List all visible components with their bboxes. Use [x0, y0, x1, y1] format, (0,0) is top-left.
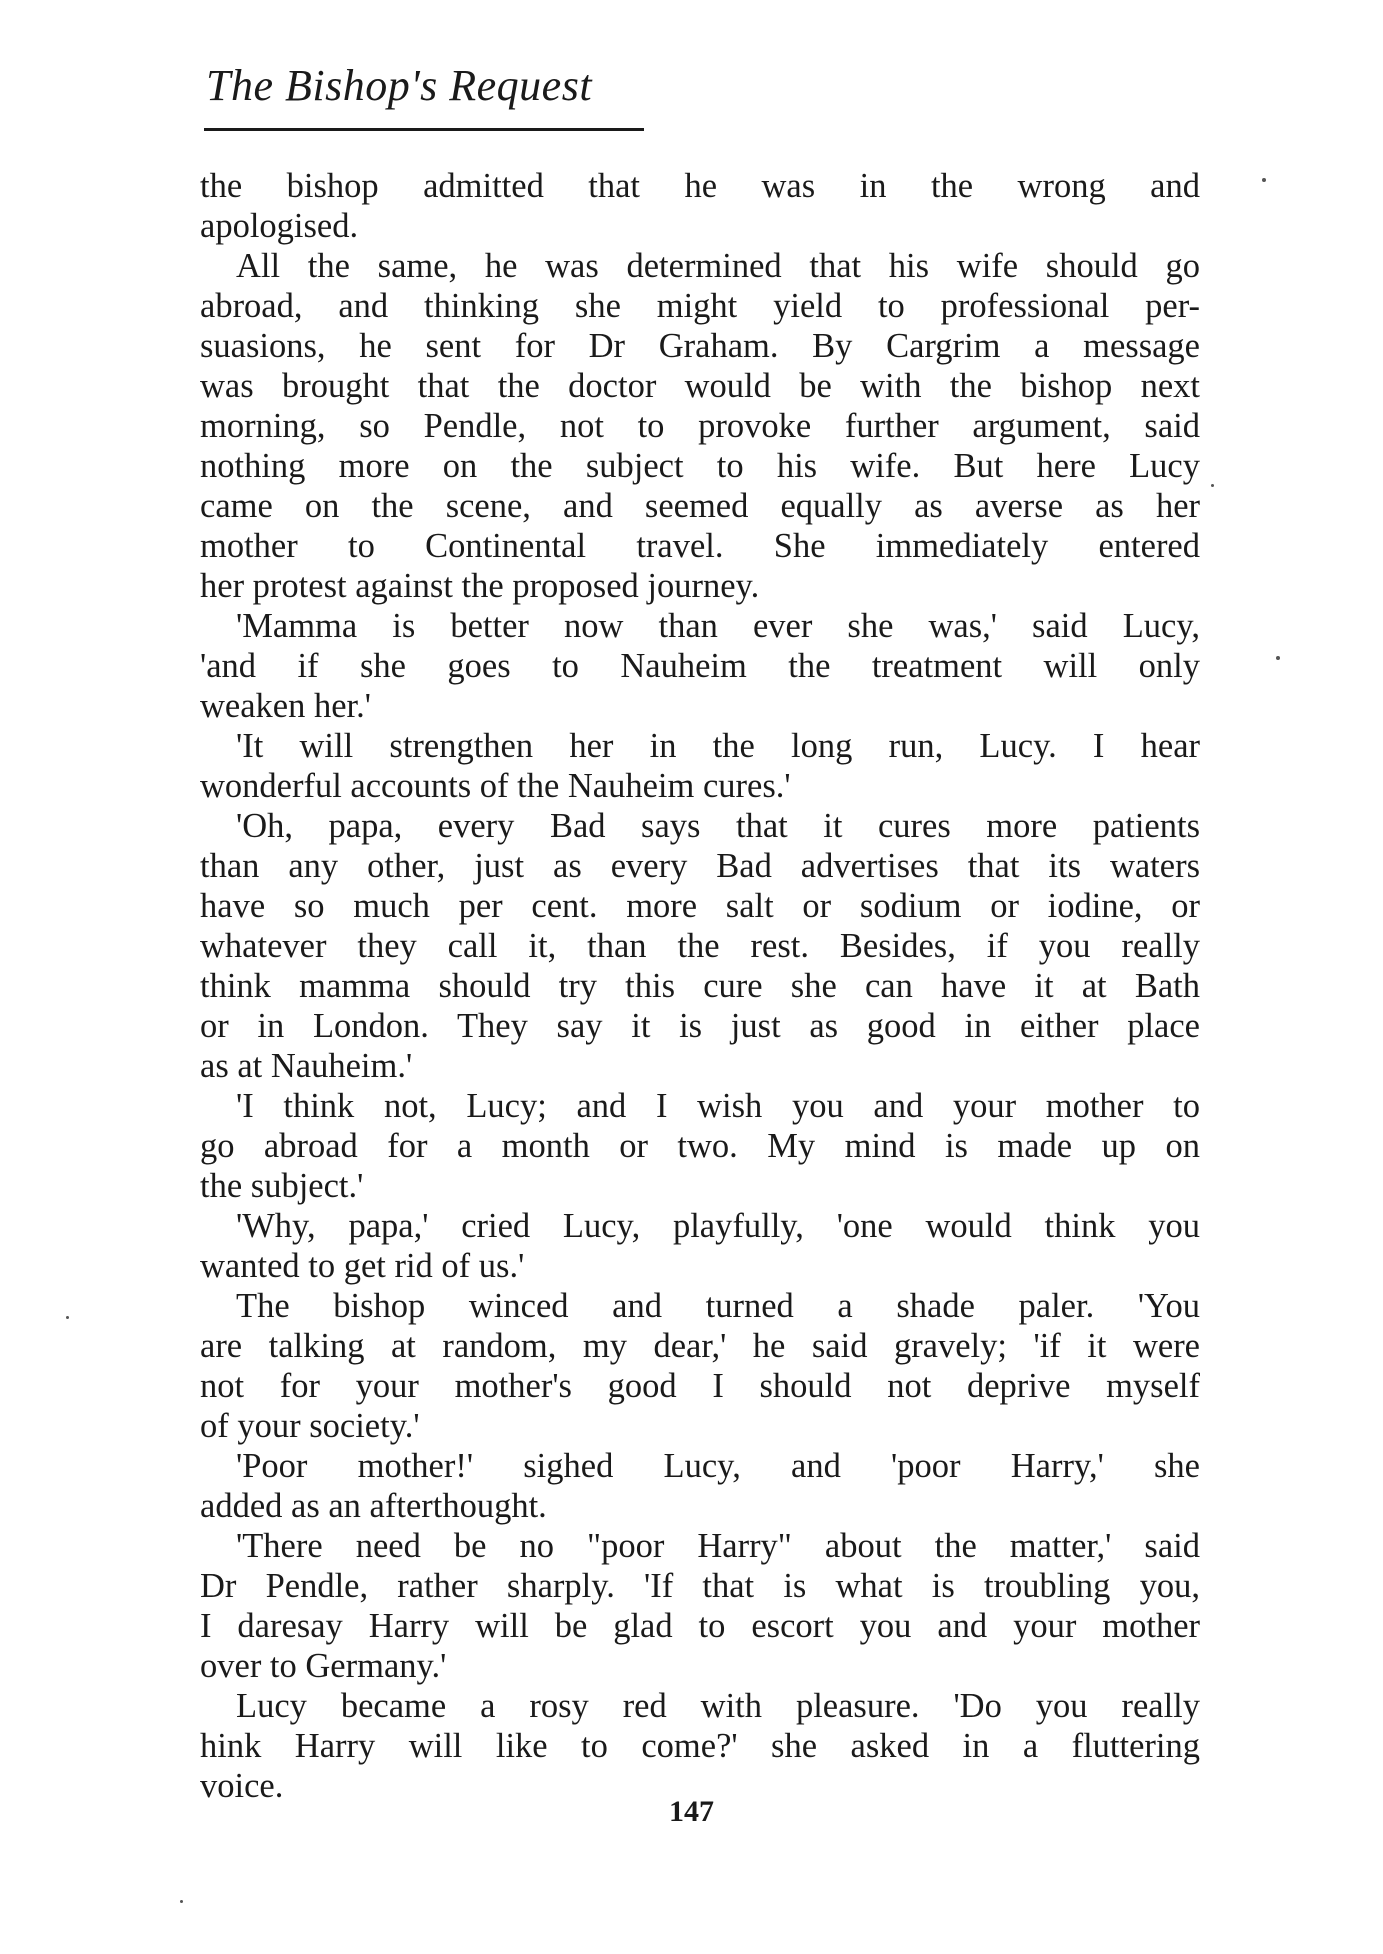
text-line: go abroad for a month or two. My mind is made up on	[200, 1127, 1200, 1165]
text-line: came on the scene, and seemed equally as averse as her	[200, 487, 1200, 525]
text-line: 'Mamma is better now than ever she was,' said Lucy,	[236, 607, 1200, 645]
text-line: think mamma should try this cure she can have it at Bath	[200, 967, 1200, 1005]
margin-speck	[66, 1316, 69, 1319]
text-line: wanted to get rid of us.'	[200, 1247, 525, 1285]
text-line: or in London. They say it is just as good in either place	[200, 1007, 1200, 1045]
text-line: nothing more on the subject to his wife. But here Lucy	[200, 447, 1200, 485]
text-line: abroad, and thinking she might yield to professional per-	[200, 287, 1200, 325]
text-line: The bishop winced and turned a shade paler. 'You	[236, 1287, 1200, 1325]
text-line: hink Harry will like to come?' she asked in a fluttering	[200, 1727, 1200, 1765]
text-line: added as an afterthought.	[200, 1487, 547, 1525]
text-line: of your society.'	[200, 1407, 420, 1445]
text-line: All the same, he was determined that his wife should go	[236, 247, 1200, 285]
text-line: I daresay Harry will be glad to escort you and your mother	[200, 1607, 1200, 1645]
page-number: 147	[669, 1795, 714, 1828]
text-line: not for your mother's good I should not deprive myself	[200, 1367, 1200, 1405]
text-line: the bishop admitted that he was in the wrong and	[200, 167, 1200, 205]
body-text	[200, 166, 1200, 1806]
text-line: suasions, he sent for Dr Graham. By Cargrim a message	[200, 327, 1200, 365]
text-line: than any other, just as every Bad advertises that its waters	[200, 847, 1200, 885]
text-line: 'and if she goes to Nauheim the treatment will only	[200, 647, 1200, 685]
text-line: morning, so Pendle, not to provoke further argument, said	[200, 407, 1200, 445]
margin-speck	[1211, 484, 1214, 487]
text-line: her protest against the proposed journey.	[200, 567, 760, 605]
text-line: whatever they call it, than the rest. Besides, if you really	[200, 927, 1200, 965]
header-rule	[204, 128, 644, 131]
running-head-title: The Bishop's Request	[206, 61, 593, 110]
text-line: have so much per cent. more salt or sodium or iodine, or	[200, 887, 1200, 925]
margin-speck	[1276, 656, 1280, 660]
text-line: 'Poor mother!' sighed Lucy, and 'poor Harry,' she	[236, 1447, 1200, 1485]
text-line: 'It will strengthen her in the long run, Lucy. I hear	[236, 727, 1200, 765]
text-line: the subject.'	[200, 1167, 364, 1205]
text-line: apologised.	[200, 207, 359, 245]
margin-speck	[180, 1900, 183, 1903]
text-line: 'There need be no "poor Harry" about the matter,' said	[236, 1527, 1200, 1565]
text-line: as at Nauheim.'	[200, 1047, 413, 1085]
text-line: 'Oh, papa, every Bad says that it cures more patients	[236, 807, 1200, 845]
text-line: was brought that the doctor would be with the bishop next	[200, 367, 1200, 405]
margin-speck	[1262, 178, 1266, 182]
text-line: 'I think not, Lucy; and I wish you and your mother to	[236, 1087, 1200, 1125]
text-line: voice.	[200, 1767, 284, 1805]
text-line: Dr Pendle, rather sharply. 'If that is what is troubling you,	[200, 1567, 1200, 1605]
text-line: over to Germany.'	[200, 1647, 447, 1685]
text-line: mother to Continental travel. She immediately entered	[200, 527, 1200, 565]
text-line: wonderful accounts of the Nauheim cures.'	[200, 767, 791, 805]
text-line: weaken her.'	[200, 687, 371, 725]
text-line: 'Why, papa,' cried Lucy, playfully, 'one would think you	[236, 1207, 1200, 1245]
text-line: Lucy became a rosy red with pleasure. 'Do you really	[236, 1687, 1200, 1725]
text-line: are talking at random, my dear,' he said gravely; 'if it were	[200, 1327, 1200, 1365]
